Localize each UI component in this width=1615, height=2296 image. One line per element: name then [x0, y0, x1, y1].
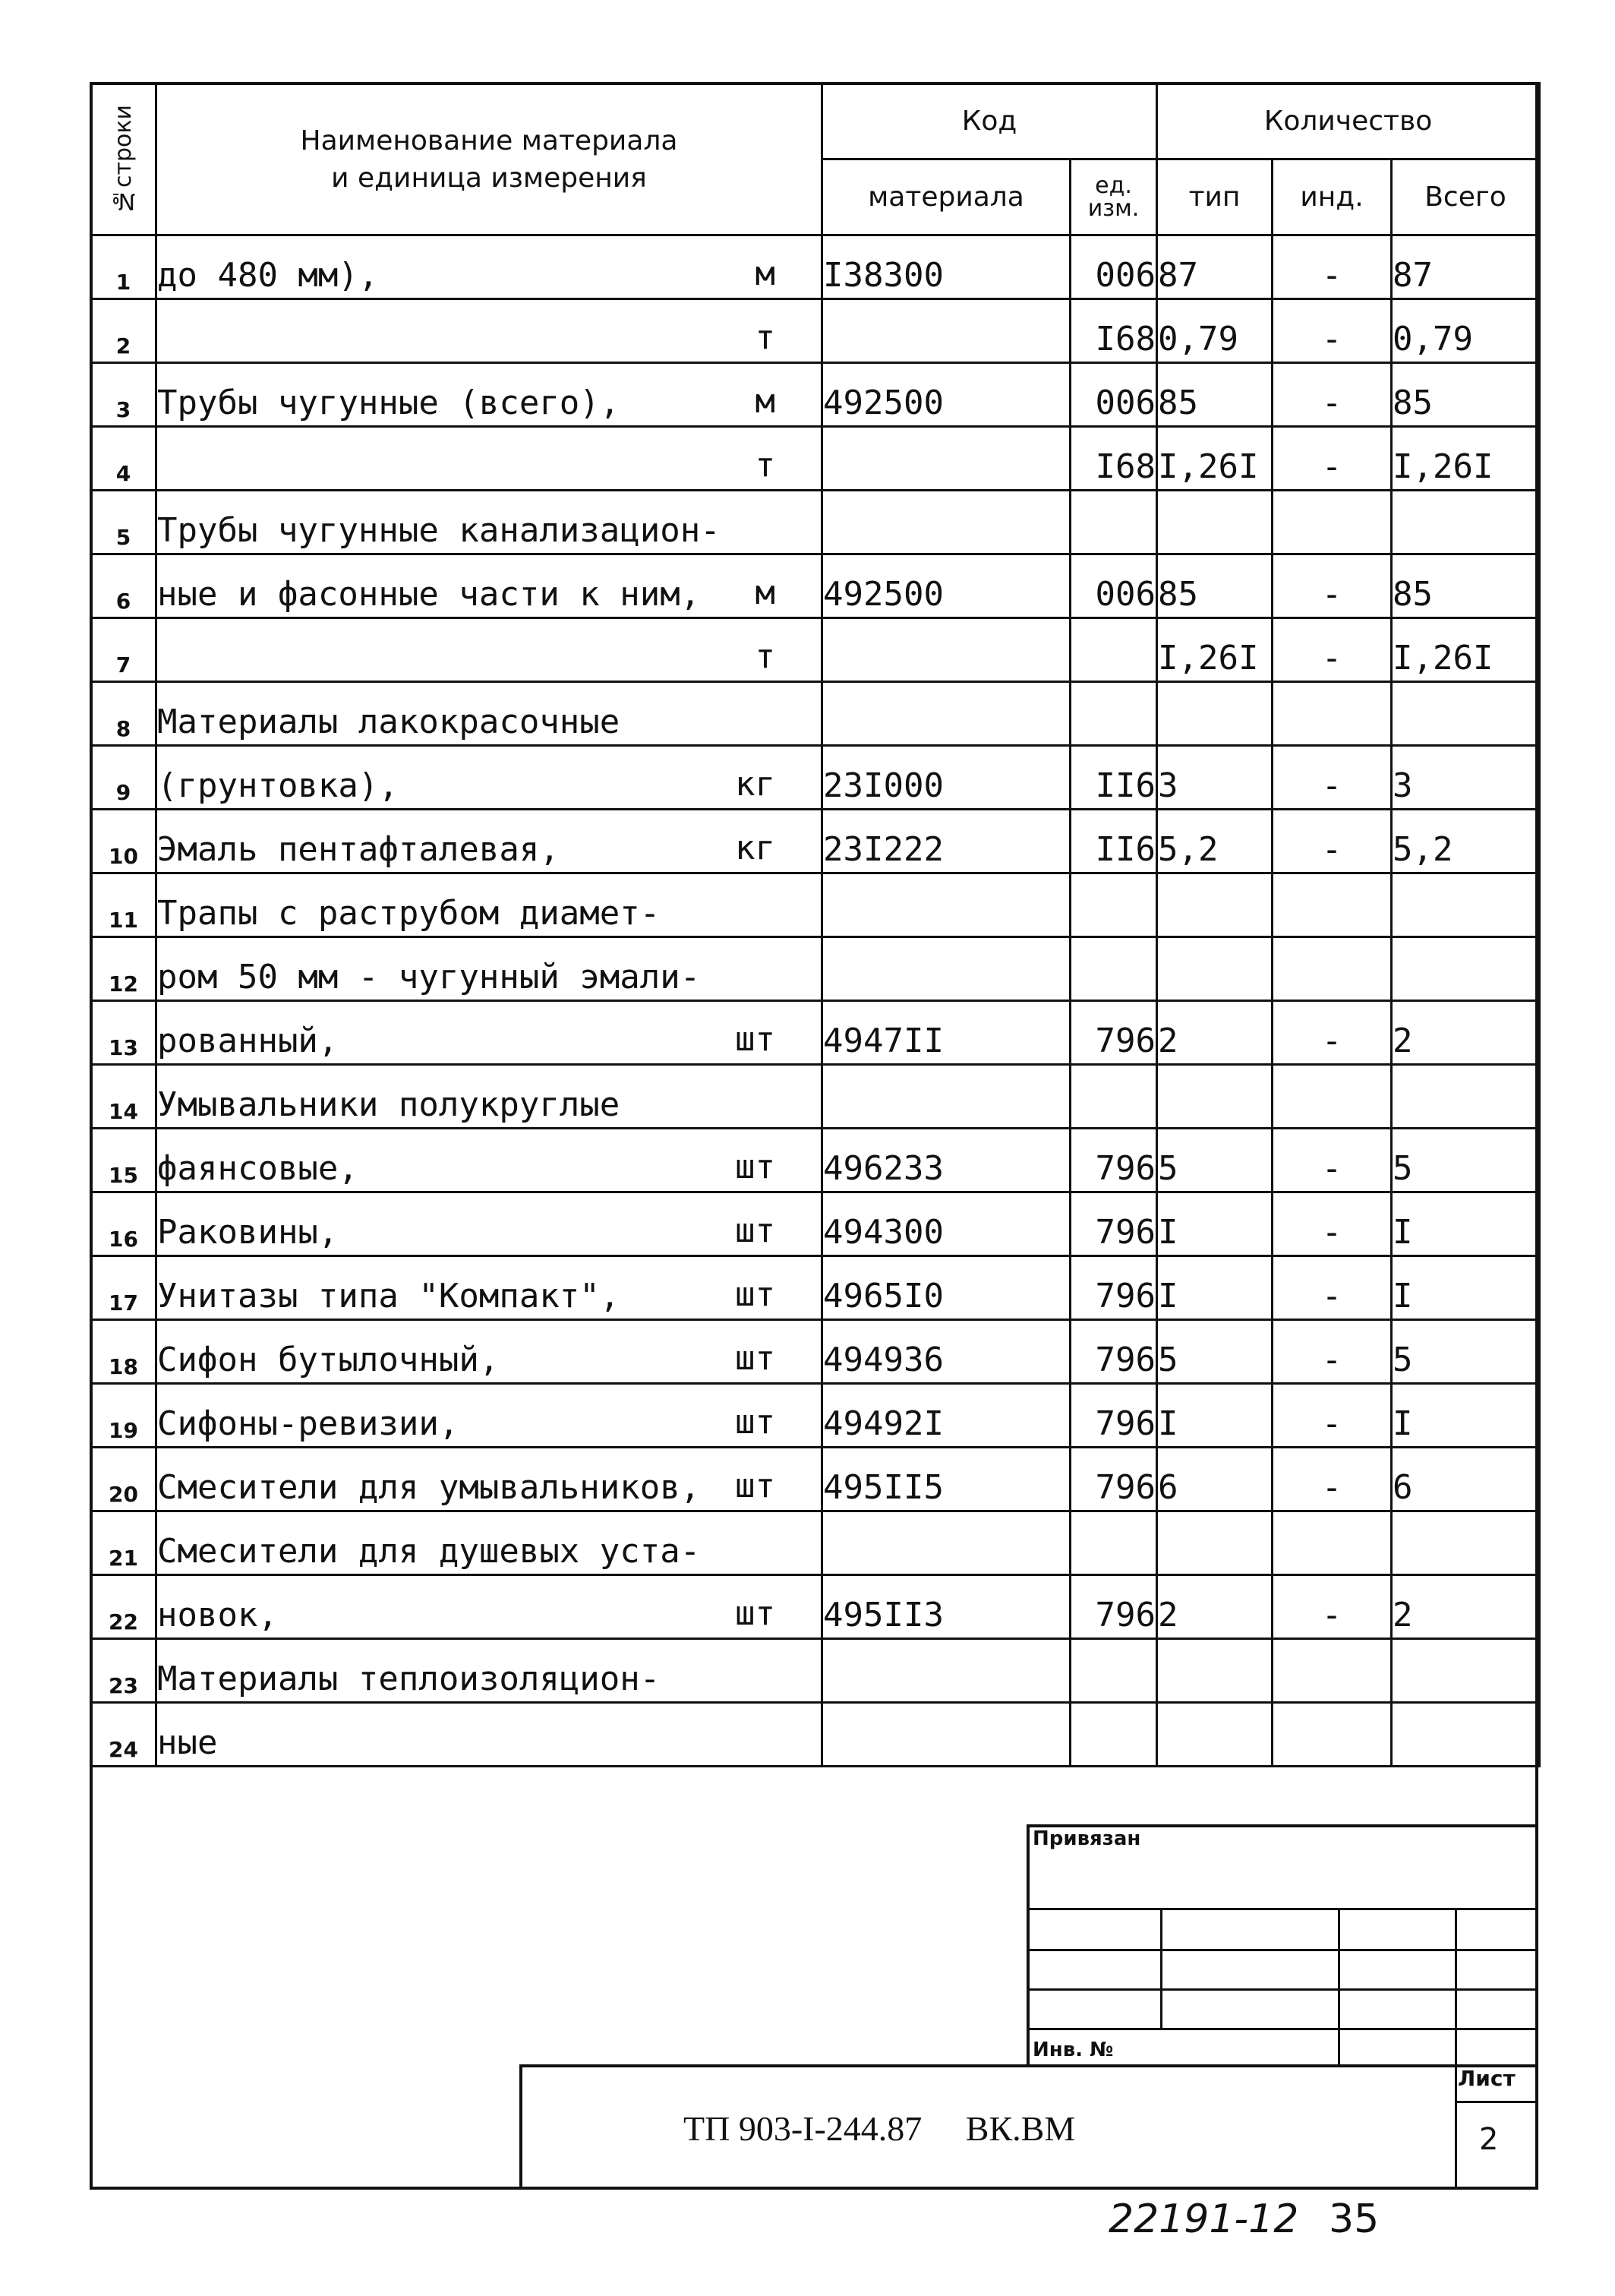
material-name	[156, 491, 822, 554]
quantity-total	[1392, 682, 1540, 746]
material-name	[156, 1448, 822, 1511]
measure-unit: кг	[735, 829, 775, 867]
unit-code: 796	[1071, 1256, 1157, 1320]
material-code	[822, 937, 1071, 1001]
material-code: 496233	[822, 1129, 1071, 1192]
quantity-ind: -	[1273, 554, 1392, 618]
table-row	[91, 491, 1540, 554]
material-name	[156, 1639, 822, 1703]
material-name-text: Трубы чугунные канализацион-	[157, 511, 721, 550]
unit-code: I68	[1071, 427, 1157, 491]
quantity-ind	[1273, 682, 1392, 746]
row-number: 14	[91, 1065, 156, 1129]
material-name-text: фаянсовые,	[157, 1149, 358, 1188]
quantity-ind	[1273, 1639, 1392, 1703]
material-name	[156, 937, 822, 1001]
unit-code: I68	[1071, 299, 1157, 363]
quantity-typ	[1157, 937, 1273, 1001]
measure-unit: шт	[735, 1275, 775, 1314]
sheet-label: Лист	[1458, 2066, 1516, 2091]
quantity-typ: 87	[1157, 235, 1273, 299]
unit-code: 796	[1071, 1320, 1157, 1384]
materials-table	[90, 82, 1541, 1767]
table-row	[91, 1001, 1540, 1065]
quantity-typ: 6	[1157, 1448, 1273, 1511]
material-name	[156, 746, 822, 810]
page-number: 35	[1329, 2197, 1380, 2242]
quantity-ind	[1273, 1065, 1392, 1129]
unit-code	[1071, 618, 1157, 682]
stamp-line	[1027, 1949, 1538, 1951]
material-name	[156, 1001, 822, 1065]
quantity-typ: 85	[1157, 363, 1273, 427]
quantity-ind: -	[1273, 427, 1392, 491]
row-number: 7	[91, 618, 156, 682]
table-row	[91, 682, 1540, 746]
unit-code: 796	[1071, 1575, 1157, 1639]
quantity-ind: -	[1273, 810, 1392, 873]
table-row	[91, 1639, 1540, 1703]
quantity-total: 0,79	[1392, 299, 1540, 363]
header-unit: ед. изм.	[1071, 159, 1157, 235]
quantity-total: 87	[1392, 235, 1540, 299]
unit-code	[1071, 682, 1157, 746]
measure-unit: шт	[735, 1467, 775, 1505]
material-name-text: Эмаль пентафталевая,	[157, 830, 560, 869]
material-name-text: Раковины,	[157, 1213, 339, 1252]
quantity-total: 2	[1392, 1001, 1540, 1065]
quantity-ind: -	[1273, 1001, 1392, 1065]
material-name	[156, 363, 822, 427]
stamp-line	[1027, 2028, 1538, 2030]
material-name-text: Материалы теплоизоляцион-	[157, 1660, 661, 1698]
quantity-total	[1392, 1639, 1540, 1703]
unit-code: 006	[1071, 554, 1157, 618]
row-number: 1	[91, 235, 156, 299]
row-number: 19	[91, 1384, 156, 1448]
quantity-total: I,26I	[1392, 618, 1540, 682]
quantity-ind: -	[1273, 299, 1392, 363]
sheet-box-divider	[1455, 2064, 1457, 2190]
row-number: 10	[91, 810, 156, 873]
row-number: 18	[91, 1320, 156, 1384]
quantity-total: 5	[1392, 1129, 1540, 1192]
measure-unit: шт	[735, 1594, 775, 1633]
table-row	[91, 810, 1540, 873]
quantity-total	[1392, 1703, 1540, 1767]
header-code: Код	[822, 84, 1157, 159]
unit-code: 796	[1071, 1129, 1157, 1192]
unit-code: 796	[1071, 1192, 1157, 1256]
quantity-typ: I	[1157, 1384, 1273, 1448]
quantity-typ	[1157, 1065, 1273, 1129]
quantity-total	[1392, 937, 1540, 1001]
material-name	[156, 1192, 822, 1256]
table-row	[91, 1065, 1540, 1129]
header-typ: тип	[1157, 159, 1273, 235]
material-code	[822, 682, 1071, 746]
header-name-line2: и единица измерения	[331, 162, 647, 194]
material-name	[156, 873, 822, 937]
quantity-ind: -	[1273, 746, 1392, 810]
archive-number: 22191-12	[1109, 2197, 1299, 2242]
quantity-total: 5,2	[1392, 810, 1540, 873]
quantity-typ	[1157, 682, 1273, 746]
row-number: 2	[91, 299, 156, 363]
material-name-text: Смесители для умывальников,	[157, 1468, 701, 1507]
quantity-typ: 5	[1157, 1129, 1273, 1192]
measure-unit: шт	[735, 1020, 775, 1059]
quantity-ind	[1273, 873, 1392, 937]
quantity-total: 85	[1392, 554, 1540, 618]
quantity-typ: 5,2	[1157, 810, 1273, 873]
unit-code: 796	[1071, 1384, 1157, 1448]
table-row	[91, 299, 1540, 363]
quantity-ind	[1273, 1511, 1392, 1575]
material-name	[156, 682, 822, 746]
material-code: I38300	[822, 235, 1071, 299]
material-name-text: Трапы с раструбом диамет-	[157, 894, 661, 933]
material-code: 495II3	[822, 1575, 1071, 1639]
quantity-typ: 5	[1157, 1320, 1273, 1384]
quantity-typ	[1157, 491, 1273, 554]
quantity-typ: 2	[1157, 1001, 1273, 1065]
quantity-total: I	[1392, 1256, 1540, 1320]
material-code	[822, 1065, 1071, 1129]
quantity-ind: -	[1273, 1256, 1392, 1320]
material-name	[156, 427, 822, 491]
quantity-total: 5	[1392, 1320, 1540, 1384]
quantity-total	[1392, 1065, 1540, 1129]
header-ind: инд.	[1273, 159, 1392, 235]
quantity-ind	[1273, 937, 1392, 1001]
quantity-total: I	[1392, 1192, 1540, 1256]
unit-code: II6	[1071, 810, 1157, 873]
stamp-line	[1338, 1908, 1340, 2064]
quantity-typ: I,26I	[1157, 618, 1273, 682]
unit-code	[1071, 1703, 1157, 1767]
measure-unit: т	[755, 446, 775, 485]
material-name	[156, 1384, 822, 1448]
material-name-text: ные	[157, 1723, 218, 1762]
row-number: 17	[91, 1256, 156, 1320]
material-name-text: рованный,	[157, 1022, 339, 1060]
stamp-line	[1455, 1908, 1457, 2064]
material-code: 492500	[822, 363, 1071, 427]
measure-unit: кг	[735, 765, 775, 804]
unit-code	[1071, 1639, 1157, 1703]
quantity-typ: 85	[1157, 554, 1273, 618]
material-name	[156, 1320, 822, 1384]
header-row-no	[91, 84, 156, 235]
quantity-total: 2	[1392, 1575, 1540, 1639]
quantity-ind: -	[1273, 1448, 1392, 1511]
material-code: 49492I	[822, 1384, 1071, 1448]
row-number: 15	[91, 1129, 156, 1192]
material-code	[822, 427, 1071, 491]
unit-code	[1071, 1065, 1157, 1129]
unit-code: 006	[1071, 363, 1157, 427]
table-row	[91, 618, 1540, 682]
measure-unit: шт	[735, 1148, 775, 1186]
header-name	[156, 84, 822, 235]
material-name-text: новок,	[157, 1596, 278, 1634]
material-name	[156, 1575, 822, 1639]
quantity-total: 6	[1392, 1448, 1540, 1511]
material-name	[156, 810, 822, 873]
table-row	[91, 1384, 1540, 1448]
row-number: 11	[91, 873, 156, 937]
sheet-box-divider	[1455, 2101, 1538, 2103]
document-code: ТП 903-I-244.87 ВК.ВМ	[683, 2109, 1076, 2148]
row-number: 3	[91, 363, 156, 427]
quantity-total	[1392, 491, 1540, 554]
inventory-no-label: Инв. №	[1033, 2039, 1114, 2061]
material-name-text: Смесители для душевых уста-	[157, 1532, 701, 1571]
table-row	[91, 873, 1540, 937]
material-code: 494936	[822, 1320, 1071, 1384]
material-name	[156, 1256, 822, 1320]
measure-unit: шт	[735, 1403, 775, 1442]
quantity-ind: -	[1273, 1129, 1392, 1192]
material-name	[156, 235, 822, 299]
quantity-typ: I,26I	[1157, 427, 1273, 491]
material-code	[822, 873, 1071, 937]
material-code	[822, 618, 1071, 682]
quantity-ind	[1273, 1703, 1392, 1767]
material-name-text: (грунтовка),	[157, 766, 399, 805]
material-name-text: Сифон бутылочный,	[157, 1341, 500, 1379]
material-name-text: ром 50 мм - чугунный эмали-	[157, 958, 701, 996]
quantity-typ	[1157, 1511, 1273, 1575]
material-name	[156, 1129, 822, 1192]
material-code: 23I000	[822, 746, 1071, 810]
material-name	[156, 554, 822, 618]
sheet-number: 2	[1479, 2122, 1499, 2157]
table-row	[91, 937, 1540, 1001]
table-row	[91, 427, 1540, 491]
unit-code: II6	[1071, 746, 1157, 810]
material-name-text: Умывальники полукруглые	[157, 1085, 620, 1124]
material-code: 492500	[822, 554, 1071, 618]
measure-unit: м	[755, 382, 775, 421]
unit-code	[1071, 937, 1157, 1001]
material-name-text: Сифоны-ревизии,	[157, 1404, 459, 1443]
measure-unit: шт	[735, 1339, 775, 1378]
quantity-typ: 0,79	[1157, 299, 1273, 363]
table-row	[91, 1511, 1540, 1575]
measure-unit: т	[755, 637, 775, 676]
quantity-typ	[1157, 873, 1273, 937]
attached-label: Привязан	[1033, 1827, 1141, 1850]
quantity-typ: I	[1157, 1192, 1273, 1256]
stamp-line	[1027, 1908, 1538, 1910]
material-name-text: Трубы чугунные (всего),	[157, 384, 620, 422]
row-number: 13	[91, 1001, 156, 1065]
material-name-text: Материалы лакокрасочные	[157, 703, 620, 741]
quantity-typ	[1157, 1703, 1273, 1767]
quantity-typ: 3	[1157, 746, 1273, 810]
material-name	[156, 1511, 822, 1575]
row-number: 9	[91, 746, 156, 810]
table-body	[91, 235, 1540, 1767]
row-number: 12	[91, 937, 156, 1001]
row-number: 20	[91, 1448, 156, 1511]
quantity-typ: I	[1157, 1256, 1273, 1320]
stamp-line	[1160, 1908, 1162, 2028]
table-row	[91, 1192, 1540, 1256]
quantity-ind	[1273, 491, 1392, 554]
material-name-text: до 480 мм),	[157, 256, 379, 295]
row-number: 24	[91, 1703, 156, 1767]
table-row	[91, 1575, 1540, 1639]
unit-code: 006	[1071, 235, 1157, 299]
material-code: 4965I0	[822, 1256, 1071, 1320]
row-number: 22	[91, 1575, 156, 1639]
table-row	[91, 1703, 1540, 1767]
quantity-total	[1392, 1511, 1540, 1575]
table-row	[91, 1320, 1540, 1384]
material-code	[822, 491, 1071, 554]
quantity-typ: 2	[1157, 1575, 1273, 1639]
quantity-typ	[1157, 1639, 1273, 1703]
material-name	[156, 1703, 822, 1767]
table-row	[91, 235, 1540, 299]
unit-code: 796	[1071, 1448, 1157, 1511]
material-name	[156, 618, 822, 682]
table-row	[91, 1129, 1540, 1192]
quantity-ind: -	[1273, 618, 1392, 682]
row-number: 4	[91, 427, 156, 491]
table-row	[91, 1256, 1540, 1320]
header-name-line1: Наименование материала	[300, 125, 678, 156]
unit-code	[1071, 491, 1157, 554]
quantity-ind: -	[1273, 363, 1392, 427]
material-name	[156, 1065, 822, 1129]
table-row	[91, 363, 1540, 427]
row-number: 16	[91, 1192, 156, 1256]
quantity-ind: -	[1273, 1384, 1392, 1448]
quantity-total: I,26I	[1392, 427, 1540, 491]
row-number: 8	[91, 682, 156, 746]
material-code	[822, 1639, 1071, 1703]
material-name-text: Унитазы типа "Компакт",	[157, 1277, 620, 1315]
material-name-text: ные и фасонные части к ним,	[157, 575, 701, 614]
unit-code	[1071, 873, 1157, 937]
material-code	[822, 299, 1071, 363]
material-code	[822, 1703, 1071, 1767]
quantity-ind: -	[1273, 1192, 1392, 1256]
quantity-total	[1392, 873, 1540, 937]
measure-unit: шт	[735, 1211, 775, 1250]
table-row	[91, 554, 1540, 618]
quantity-ind: -	[1273, 1320, 1392, 1384]
row-number: 21	[91, 1511, 156, 1575]
quantity-ind: -	[1273, 235, 1392, 299]
quantity-total: 3	[1392, 746, 1540, 810]
header-total: Всего	[1392, 159, 1540, 235]
quantity-total: I	[1392, 1384, 1540, 1448]
header-quantity: Количество	[1157, 84, 1540, 159]
table-row	[91, 746, 1540, 810]
header-material: материала	[822, 159, 1071, 235]
unit-code	[1071, 1511, 1157, 1575]
quantity-total: 85	[1392, 363, 1540, 427]
measure-unit: т	[755, 318, 775, 357]
material-code	[822, 1511, 1071, 1575]
row-number: 23	[91, 1639, 156, 1703]
measure-unit: м	[755, 254, 775, 293]
material-code: 494300	[822, 1192, 1071, 1256]
row-number: 6	[91, 554, 156, 618]
material-code: 495II5	[822, 1448, 1071, 1511]
table-row	[91, 1448, 1540, 1511]
material-code: 23I222	[822, 810, 1071, 873]
material-name	[156, 299, 822, 363]
row-number: 5	[91, 491, 156, 554]
row-no-label: №строки	[110, 104, 137, 214]
unit-code: 796	[1071, 1001, 1157, 1065]
stamp-line	[1027, 1988, 1538, 1991]
material-code: 4947II	[822, 1001, 1071, 1065]
quantity-ind: -	[1273, 1575, 1392, 1639]
measure-unit: м	[755, 573, 775, 612]
